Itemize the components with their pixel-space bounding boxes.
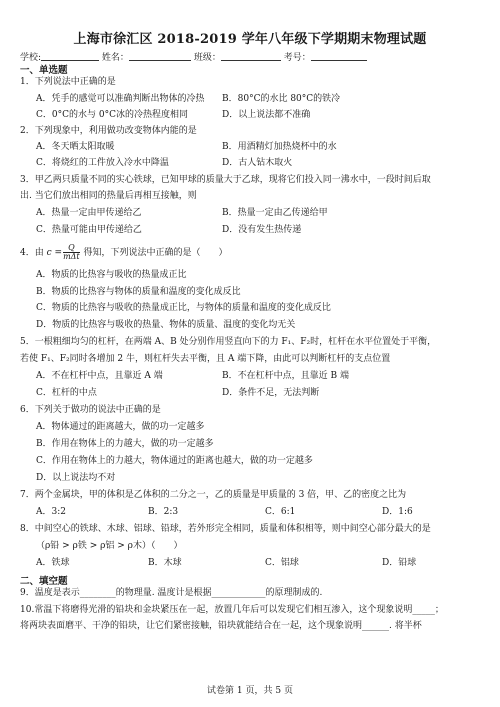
name-label: 姓名： [101, 53, 129, 63]
class-blank [221, 51, 281, 61]
q5-option-a: A．不在杠杆中点，且靠近 A 端 [36, 371, 163, 381]
q5-option-c: C．杠杆的中点 [36, 388, 97, 398]
q4-option-d: D．物质的比热容与吸收的热量、物体的质量、温度的变化均无关 [36, 320, 296, 330]
formula-denominator: mΔt [63, 252, 80, 261]
q8-option-d: D．铅球 [382, 558, 417, 568]
school-blank [41, 51, 99, 61]
q6-option-d: D．以上说法均不对 [36, 473, 116, 483]
class-label: 班级： [193, 53, 221, 63]
formula-numerator: Q [63, 244, 80, 253]
q7-option-d: D．1:6 [382, 507, 413, 517]
question-10-cont: 将两块表面磨平、干净的铅块，让它们紧密接触，铅块就能结合在一起，这个现象说明______. 将半杯 [20, 621, 422, 631]
q3-option-d: D．没有发生热传递 [222, 225, 302, 235]
q1-option-b: B．80°C的水比 80°C的铁冷 [222, 94, 341, 104]
question-1: 1．下列说法中正确的是 [20, 77, 116, 87]
section-fill-blank: 二、填空题 [20, 576, 68, 587]
q6-option-c: C．作用在物体上的力越大，物体通过的距离也越大，做的功一定越多 [36, 456, 313, 466]
question-10: 10.常温下将磨得光滑的铅块和金块紧压在一起，放置几年后可以发现它们相互渗入，这个现象说明_____； [20, 605, 444, 615]
q1-option-c: C．0°C的水与 0°C冰的冷热程度相同 [36, 110, 188, 120]
q7-option-b: B．2:3 [148, 507, 179, 517]
question-2: 2．下列现象中，利用做功改变物体内能的是 [20, 126, 197, 136]
q6-option-a: A．物体通过的距离越大，做的功一定越多 [36, 422, 205, 432]
q8-option-b: B．木球 [148, 558, 182, 568]
q3-option-b: B．热量一定由乙传递给甲 [222, 208, 328, 218]
q4-option-a: A．物质的比热容与吸收的热量成正比 [36, 270, 187, 280]
q6-option-b: B．作用在物体上的力越大，做的功一定越多 [36, 439, 214, 449]
question-8-cont: （ρ铅 > ρ铁 > ρ铝 > ρ木）（ ） [36, 541, 183, 551]
question-5: 5．一根粗细均匀的杠杆，在两端 A、B 处分别作用竖直向下的力 F₁、F₂时，杠杆在水平位置处于平衡， [20, 337, 437, 347]
q3-option-a: A．热量一定由甲传递给乙 [36, 208, 142, 218]
page-title: 上海市徐汇区 2018-2019 学年八年级下学期期末物理试题 [73, 32, 427, 47]
question-4 [20, 242, 228, 264]
page-footer: 试卷第 1 页，共 5 页 [207, 686, 293, 696]
q4-option-c: C．物质的比热容与吸收的热量成正比，与物体的质量和温度的变化成反比 [36, 303, 331, 313]
student-info-row [20, 50, 367, 63]
q5-option-d: D．条件不足，无法判断 [222, 388, 320, 398]
q4-prefix: 4．由 [20, 248, 44, 258]
question-8: 8．中间空心的铁球、木球、铝球、铅球，若外形完全相同，质量和体积相等，则中间空心部分最大的是 [20, 524, 431, 534]
school-label: 学校: [20, 53, 42, 63]
name-blank [129, 51, 191, 61]
q2-option-c: C．将烧红的工件放入冷水中降温 [36, 158, 169, 168]
question-3-cont: 出. 当它们放出相同的热量后再相互接触，则 [20, 191, 197, 201]
q7-option-a: A．3:2 [36, 507, 66, 517]
exam-no-blank [311, 51, 367, 61]
q4-suffix: 得知，下列说法中正确的是（ ） [83, 248, 228, 258]
question-7: 7．两个金属块，甲的体积是乙体积的二分之一，乙的质量是甲质量的 3 倍，甲、乙的密度之比为 [20, 490, 407, 500]
question-9: 9．温度是表示________的物理量. 温度计是根据____________的原理制成的. [20, 588, 323, 598]
q2-option-a: A．冬天晒太阳取暖 [36, 142, 115, 152]
question-6: 6．下列关于做功的说法中正确的是 [20, 405, 161, 415]
q4-option-b: B．物质的比热容与物体的质量和温度的变化成反比 [36, 287, 241, 297]
q2-option-d: D．古人钻木取火 [222, 158, 293, 168]
q7-option-c: C．6:1 [265, 507, 296, 517]
formula-lhs: c = [46, 248, 63, 258]
formula-fraction [63, 244, 80, 261]
q1-option-d: D．以上说法都不准确 [222, 110, 311, 120]
q2-option-b: B．用酒精灯加热烧杯中的水 [222, 142, 337, 152]
q3-option-c: C．热量可能由甲传递给乙 [36, 225, 142, 235]
section-single-choice: 一、单选题 [20, 65, 68, 76]
q8-option-a: A．铁球 [36, 558, 70, 568]
q8-option-c: C．铝球 [265, 558, 299, 568]
q5-option-b: B．不在杠杆中点，且靠近 B 端 [222, 371, 349, 381]
question-3: 3．甲乙两只质量不同的实心铁球，已知甲球的质量大于乙球，现将它们投入同一沸水中，一段时间后取 [20, 175, 431, 185]
q1-option-a: A．凭手的感觉可以准确判断出物体的冷热 [36, 94, 205, 104]
question-5-cont: 若使 F₁、F₂同时各增加 2 牛，则杠杆失去平衡，且 A 端下降，由此可以判断杠杆的支点位置 [20, 354, 391, 364]
exam-no-label: 考号： [283, 53, 311, 63]
